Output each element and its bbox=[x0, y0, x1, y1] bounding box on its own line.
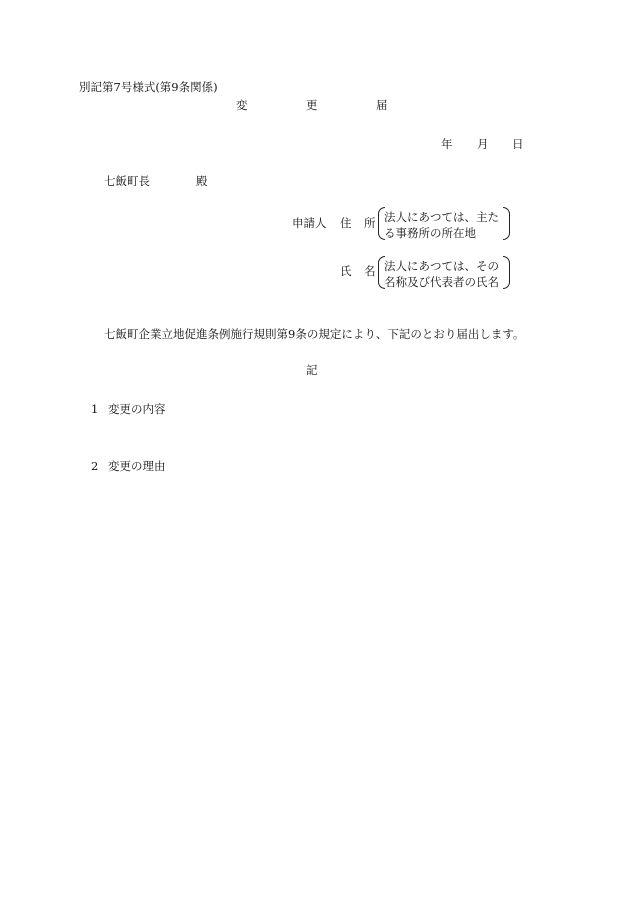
name-note-bracket bbox=[378, 256, 510, 289]
address-note-line-2: る事務所の所在地 bbox=[384, 225, 476, 240]
address-label-char-1: 住 bbox=[340, 216, 352, 230]
date-month: 月 bbox=[477, 137, 489, 151]
address-label-char-2: 所 bbox=[364, 216, 376, 230]
title-char-1: 変 bbox=[236, 98, 248, 112]
addressee-name: 七飯町長 bbox=[104, 174, 150, 188]
addressee-honorific: 殿 bbox=[196, 174, 208, 188]
date-day: 日 bbox=[512, 137, 524, 151]
form-label: 別記第7号様式(第9条関係) bbox=[79, 80, 218, 94]
title-char-2: 更 bbox=[306, 98, 318, 112]
address-note-bracket bbox=[378, 207, 510, 240]
body-text: 七飯町企業立地促進条例施行規則第9条の規定により、下記のとおり届出します。 bbox=[104, 327, 525, 341]
title-char-3: 届 bbox=[376, 98, 388, 112]
item-label: 変更の内容 bbox=[108, 402, 166, 416]
item-label: 変更の理由 bbox=[108, 459, 166, 473]
address-note-line-1: 法人にあつては、主た bbox=[384, 210, 499, 224]
item-number: 2 bbox=[91, 459, 99, 473]
name-label-char-2: 名 bbox=[364, 264, 376, 278]
name-note-line-1: 法人にあつては、その bbox=[384, 259, 499, 273]
name-note-line-2: 名称及び代表者の氏名 bbox=[384, 274, 499, 289]
ki-heading: 記 bbox=[306, 363, 318, 377]
date-year: 年 bbox=[441, 137, 453, 151]
name-label-char-1: 氏 bbox=[340, 264, 352, 278]
item-number: 1 bbox=[91, 402, 99, 416]
applicant-label: 申請人 bbox=[292, 216, 327, 230]
